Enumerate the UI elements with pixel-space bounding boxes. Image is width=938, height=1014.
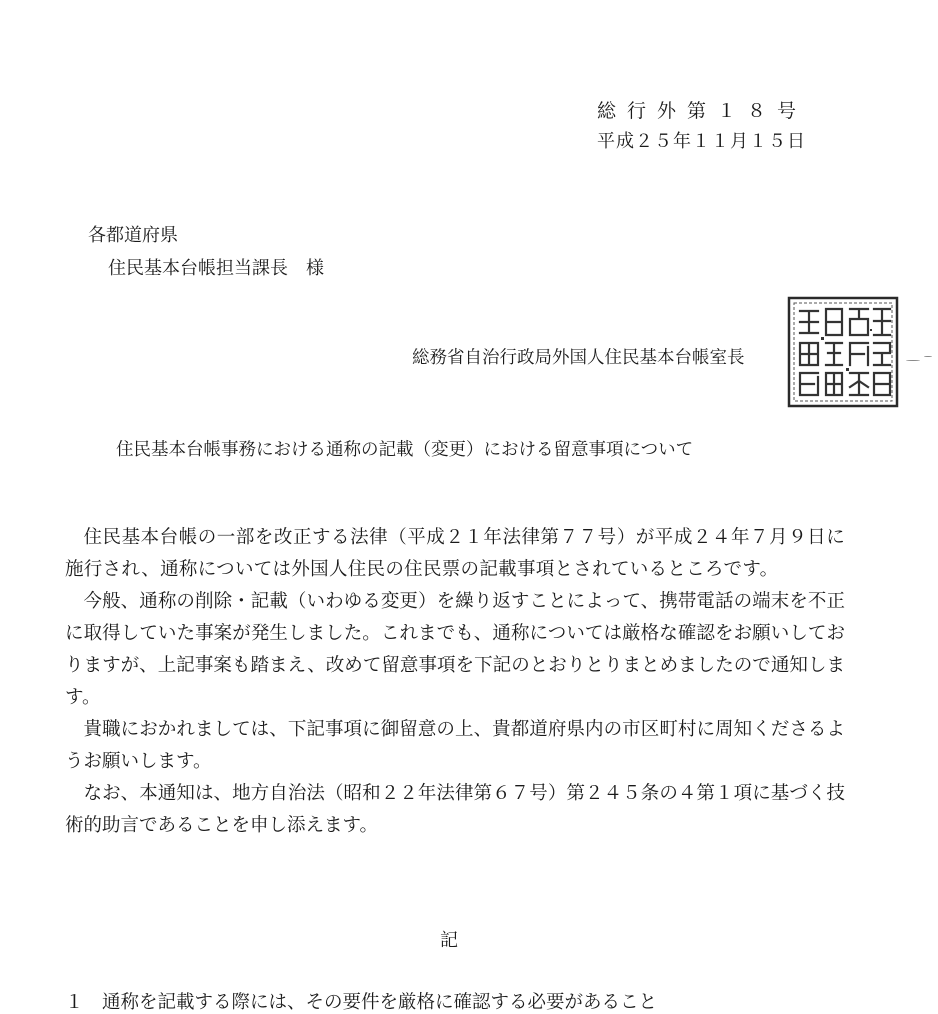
document-date: 平成２５年１１月１５日 xyxy=(597,131,806,152)
official-seal-icon xyxy=(786,295,900,409)
body-paragraph: 住民基本台帳の一部を改正する法律（平成２１年法律第７７号）が平成２４年７月９日に施行され、通称については外国人住民の住民票の記載事項とされているところです。 xyxy=(65,527,845,580)
subject-title: 住民基本台帳事務における通称の記載（変更）における留意事項について xyxy=(116,440,694,460)
recipient-prefecture: 各都道府県 xyxy=(88,225,178,246)
body-paragraph: 今般、通称の削除・記載（いわゆる変更）を繰り返すことによって、携帯電話の端末を不正に取得していた事案が発生しました。これまでも、通称については厳格な確認をお願いしておりますが、上記事案も踏まえ、改めて留意事項を下記のとおりとりまとめましたので通知します。 xyxy=(65,591,845,708)
body-paragraph: なお、本通知は、地方自治法（昭和２２年法律第６７号）第２４５条の４第１項に基づく技術的助言であることを申し添えます。 xyxy=(65,783,845,836)
ki-heading: 記 xyxy=(440,930,458,951)
sender-name: 総務省自治行政局外国人住民基本台帳室長 xyxy=(412,348,745,368)
body-paragraph: 貴職におかれましては、下記事項に御留意の上、貴都道府県内の市区町村に周知くださるようお願いします。 xyxy=(65,719,845,772)
document-number: 総行外第１８号 xyxy=(597,100,808,122)
body-text xyxy=(65,522,845,842)
scan-mark xyxy=(906,360,920,361)
list-item: １ 通称を記載する際には、その要件を厳格に確認する必要があること xyxy=(65,992,658,1013)
scan-mark xyxy=(924,356,932,357)
recipient-title: 住民基本台帳担当課長 様 xyxy=(108,258,324,279)
